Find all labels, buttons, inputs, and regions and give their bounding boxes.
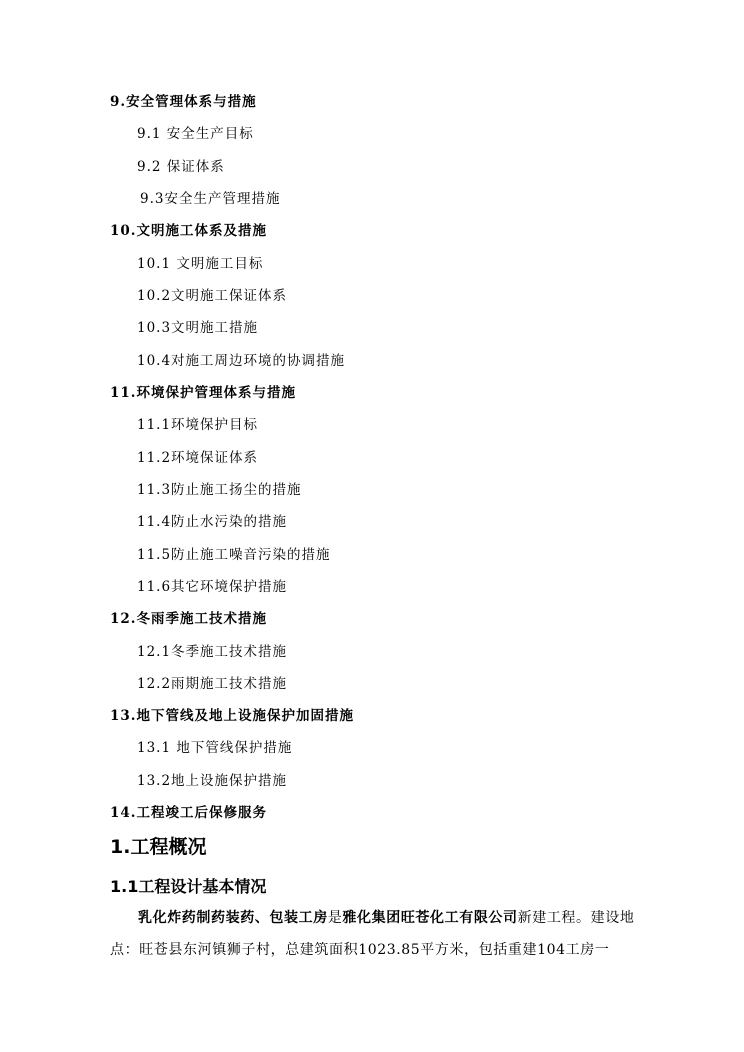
toc-item: 11.1环境保护目标 — [137, 417, 259, 433]
toc-item: 10.1 文明施工目标 — [137, 256, 264, 272]
toc-item: 10.2文明施工保证体系 — [137, 288, 288, 304]
toc-item: 12.1冬季施工技术措施 — [137, 644, 288, 660]
toc-item: 14.工程竣工后保修服务 — [110, 805, 267, 821]
toc-item: 12.冬雨季施工技术措施 — [110, 611, 267, 627]
subsection-heading: 1.1工程设计基本情况 — [110, 877, 267, 896]
section-heading: 1.工程概况 — [110, 836, 207, 858]
toc-item: 11.6其它环境保护措施 — [137, 579, 288, 595]
toc-item: 11.环境保护管理体系与措施 — [110, 385, 296, 401]
project-name: 乳化炸药制药装药、包装工房 — [138, 910, 328, 926]
toc-item: 13.地下管线及地上设施保护加固措施 — [110, 708, 354, 724]
body-paragraph — [110, 902, 638, 966]
toc-item: 10.文明施工体系及措施 — [110, 223, 267, 239]
toc-item: 9.3安全生产管理措施 — [140, 191, 281, 207]
toc-item: 9.1 安全生产目标 — [137, 126, 254, 142]
toc-item: 11.4防止水污染的措施 — [137, 514, 288, 530]
toc-item: 10.3文明施工措施 — [137, 320, 259, 336]
toc-item: 11.2环境保证体系 — [137, 450, 259, 466]
company-name: 雅化集团旺苍化工有限公司 — [342, 910, 518, 926]
toc-item: 10.4对施工周边环境的协调措施 — [137, 353, 346, 369]
toc-item: 11.5防止施工噪音污染的措施 — [137, 547, 331, 563]
toc-item: 12.2雨期施工技术措施 — [137, 676, 288, 692]
toc-item: 13.2地上设施保护措施 — [137, 773, 288, 789]
toc-item: 11.3防止施工扬尘的措施 — [137, 482, 302, 498]
paragraph-text: 是 — [327, 910, 343, 926]
toc-item: 9.安全管理体系与措施 — [110, 94, 257, 110]
paragraph-text: 新建工程。建设地点：旺苍县东河镇狮子村，总建筑面积1023.85平方米，包括重建104工房一 — [110, 910, 635, 958]
toc-item: 13.1 地下管线保护措施 — [137, 740, 293, 756]
toc-item: 9.2 保证体系 — [137, 159, 225, 175]
